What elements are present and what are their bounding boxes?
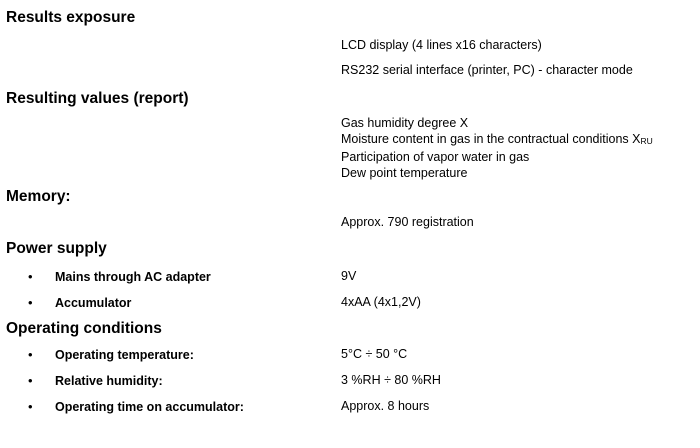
condition-item-temperature [0, 347, 330, 363]
value-gas-humidity: Gas humidity degree X [341, 116, 469, 130]
value-moisture-content [341, 131, 653, 149]
subscript-ru: RU [640, 136, 653, 146]
bullet-icon: • [28, 269, 33, 284]
value-lcd-display: LCD display (4 lines x16 characters) [341, 38, 542, 52]
power-item-accumulator [0, 295, 330, 311]
label-accumulator: Accumulator [55, 296, 132, 310]
label-operating-temperature: Operating temperature: [55, 348, 194, 362]
condition-item-operating-time [0, 399, 330, 415]
label-operating-time: Operating time on accumulator: [55, 400, 244, 414]
bullet-icon: • [28, 295, 33, 310]
value-rs232-interface: RS232 serial interface (printer, PC) - character mode [341, 63, 633, 77]
bullet-icon: • [28, 399, 33, 414]
condition-item-humidity [0, 373, 330, 389]
value-memory: Approx. 790 registration [341, 215, 474, 229]
power-item-mains [0, 269, 330, 285]
value-operating-temperature: 5°C ÷ 50 °C [341, 347, 408, 361]
value-accumulator: 4xAA (4x1,2V) [341, 295, 421, 309]
resulting-values-list [341, 115, 653, 181]
heading-resulting-values: Resulting values (report) [6, 90, 189, 107]
value-operating-time: Approx. 8 hours [341, 399, 430, 413]
value-moisture-content-text: Moisture content in gas in the contractual conditions X [341, 132, 641, 146]
value-relative-humidity: 3 %RH ÷ 80 %RH [341, 373, 441, 387]
label-relative-humidity: Relative humidity: [55, 374, 163, 388]
bullet-icon: • [28, 373, 33, 388]
heading-memory: Memory: [6, 188, 71, 205]
value-vapor-water: Participation of vapor water in gas [341, 150, 530, 164]
label-mains-adapter: Mains through AC adapter [55, 270, 211, 284]
value-mains-adapter: 9V [341, 269, 357, 283]
heading-operating-conditions: Operating conditions [6, 320, 162, 337]
value-dew-point: Dew point temperature [341, 166, 468, 180]
bullet-icon: • [28, 347, 33, 362]
heading-results-exposure: Results exposure [6, 9, 136, 26]
heading-power-supply: Power supply [6, 240, 107, 257]
